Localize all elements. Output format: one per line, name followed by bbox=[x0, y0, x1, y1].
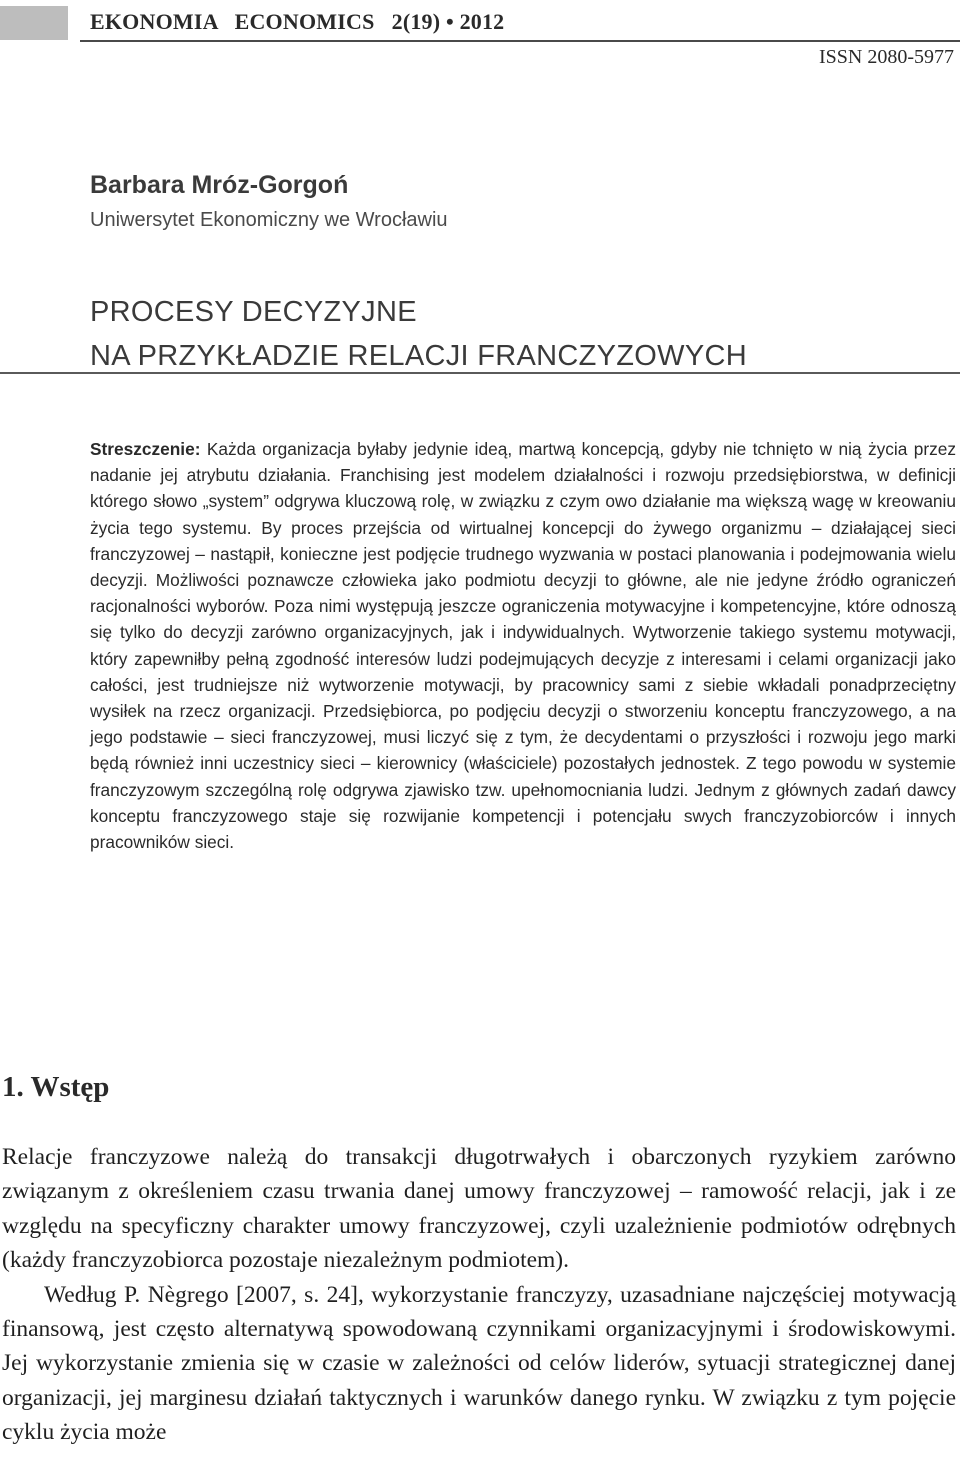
header-gray-block bbox=[0, 6, 68, 40]
issn: ISSN 2080-5977 bbox=[818, 46, 954, 68]
body-paragraph: Według P. Nègrego [2007, s. 24], wykorzystanie franczyzy, uzasadniane najczęściej motywacją finansową, jest często alternatywą spowodowaną czynnikami organizacyjnymi i środowiskowymi. Jej wykorzystanie zmienia się w czasie w zależności od celów liderów, sytuacji strategicznej danej organizacji, jej marginesu działań taktycznych i warunków danego rynku. W związku z tym pojęcie cyklu życia może bbox=[2, 1281, 956, 1446]
journal-title: EKONOMIA ECONOMICS 2(19) • 2012 bbox=[90, 9, 505, 34]
title-line: PROCESY DECYZYJNE bbox=[90, 296, 417, 328]
abstract-label: Streszczenie: bbox=[90, 439, 201, 459]
paper-title bbox=[90, 290, 747, 378]
abstract bbox=[90, 436, 956, 855]
section-heading: 1. Wstęp bbox=[2, 1071, 110, 1103]
title-line: NA PRZYKŁADZIE RELACJI FRANCZYZOWYCH bbox=[90, 340, 747, 372]
title-rule bbox=[0, 372, 960, 374]
journal-header bbox=[0, 0, 960, 40]
author-affiliation: Uniwersytet Ekonomiczny we Wrocławiu bbox=[90, 209, 448, 231]
abstract-text: Każda organizacja byłaby jedynie ideą, martwą koncepcją, gdyby nie tchnięto w nią życia przez nadanie jej atrybutu działania. Franchising jest modelem działalności i rozwoju przedsiębiorstwa, w definicji którego słowo „system” odgrywa kluczową rolę, w związku z czym owo działanie ma większą wagę w kreowaniu życia tego systemu. By proces przejścia od wirtualnej koncepcji do żywego organizmu – działającej sieci franczyzowej – nastąpił, konieczne jest podjęcie trudnego wyzwania w postaci planowania i podejmowania wielu decyzji. Możliwości poznawcze człowieka jako podmiotu decyzji to główne, ale nie jedyne źródło ograniczeń racjonalności wyborów. Poza nimi występują jeszcze ograniczenia motywacyjne i kompetencyjne, które odnoszą się tylko do decyzji zarówno organizacyjnych, jak i indywidualnych. Wytworzenie takiego systemu motywacji, który zapewniłby pełną zgodność interesów ludzi podejmujących decyzje z interesami i celami organizacji jako całości, jest trudniejsze niż wytworzenie motywacji, by pracownicy sami z siebie wkładali ponadprzeciętny wysiłek na rzecz organizacji. Przedsiębiorca, po podjęciu decyzji o stworzeniu konceptu franczyzowego, a na jego podstawie – sieci franczyzowej, musi liczyć się z tym, że decydentami o przyszłości i rozwoju jego marki będą również inni uczestnicy sieci – kierownicy (właściciele) pozostałych jednostek. Z tego powodu w systemie franczyzowym szczególną rolę odgrywa zjawisko tzw. upełnomocniania ludzi. Jednym z głównych zadań dawcy konceptu franczyzowego staje się rozwijanie kompetencji i potencjału swych franczyzobiorców i innych pracowników sieci. bbox=[90, 439, 956, 853]
header-rule bbox=[80, 40, 960, 42]
section-body bbox=[2, 1140, 956, 1450]
body-paragraph: Relacje franczyzowe należą do transakcji długotrwałych i obarczonych ryzykiem zarówno związanym z określeniem czasu trwania danej umowy franczyzowej – ramowość relacji, jak i ze względu na specyficzny charakter umowy franczyzowej, czyli uzależnienie podmiotów odrębnych (każdy franczyzobiorca pozostaje niezależnym podmiotem). bbox=[2, 1144, 956, 1274]
author-name: Barbara Mróz-Gorgoń bbox=[90, 171, 349, 199]
